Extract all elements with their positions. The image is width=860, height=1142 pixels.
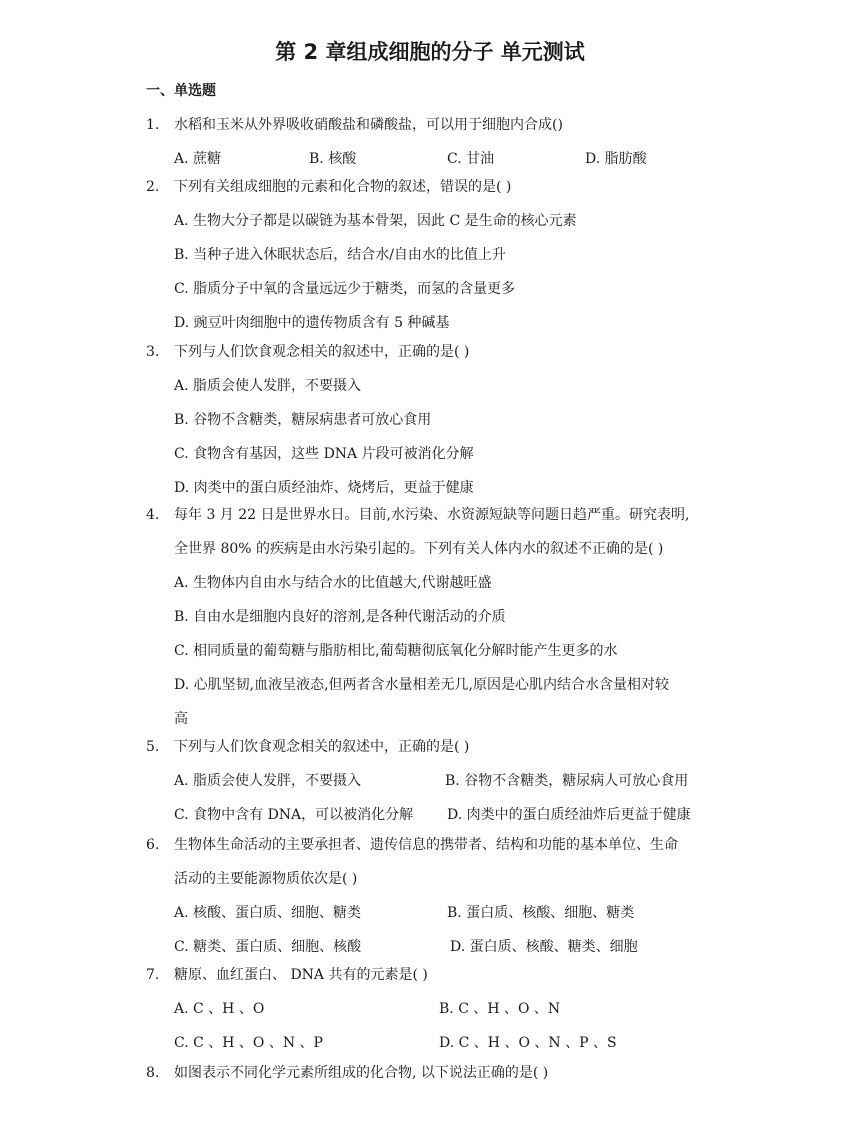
question-stem: 水稻和玉米从外界吸收硝酸盐和磷酸盐，可以用于细胞内合成(): [174, 117, 563, 133]
question-7: [146, 958, 721, 1060]
section-heading: 一、单选题: [146, 83, 216, 99]
question-4: [146, 498, 721, 736]
options-row-1: [174, 896, 721, 930]
question-stem-line-2: 活动的主要能源物质依次是( ): [174, 871, 358, 887]
options-row-1: [174, 764, 721, 798]
question-number: 1.: [146, 117, 160, 133]
option-a: A. C 、H 、O: [174, 1001, 265, 1017]
option-d: D. 蛋白质、核酸、糖类、细胞: [450, 939, 638, 955]
option-a: A. 核酸、蛋白质、细胞、糖类: [174, 905, 362, 921]
question-stem: 下列有关组成细胞的元素和化合物的叙述，错误的是( ): [174, 179, 512, 195]
question-stem: 如图表示不同化学元素所组成的化合物, 以下说法正确的是( ): [174, 1065, 549, 1081]
option-d: D. 肉类中的蛋白质经油炸后更益于健康: [447, 807, 691, 823]
options-row-2: [174, 798, 721, 832]
options-row-2: [174, 1026, 721, 1060]
question-number: 4.: [146, 507, 160, 523]
option-d: D. 脂肪酸: [585, 151, 647, 167]
question-number: 7.: [146, 967, 160, 983]
question-5: [146, 730, 721, 832]
question-stem: 下列与人们饮食观念相关的叙述中，正确的是( ): [174, 344, 470, 360]
option-b: B. 当种子进入休眠状态后，结合水/自由水的比值上升: [174, 247, 506, 263]
option-b: B. C 、H 、O 、N: [439, 1001, 561, 1017]
question-number: 3.: [146, 344, 160, 360]
option-c: C. C 、H 、O 、N 、P: [174, 1035, 323, 1051]
option-d: D. C 、H 、O 、N 、P 、S: [439, 1035, 617, 1051]
option-c: C. 食物含有基因，这些 DNA 片段可被消化分解: [174, 446, 474, 462]
question-stem-line-1: 每年 3 月 22 日是世界水日。目前,水污染、水资源短缺等问题日趋严重。研究表明,: [174, 507, 690, 523]
option-d: D. 肉类中的蛋白质经油炸、烧烤后，更益于健康: [174, 480, 474, 496]
question-stem: 糖原、血红蛋白、 DNA 共有的元素是( ): [174, 967, 428, 983]
option-b: B. 谷物不含糖类，糖尿病患者可放心食用: [174, 412, 432, 428]
question-3: [146, 335, 721, 505]
option-d: D. 豌豆叶肉细胞中的遗传物质含有 5 种碱基: [174, 315, 450, 331]
options-row-1: [174, 992, 721, 1026]
question-number: 6.: [146, 837, 160, 853]
option-b: B. 谷物不含糖类，糖尿病人可放心食用: [445, 773, 689, 789]
option-b: B. 蛋白质、核酸、细胞、糖类: [447, 905, 635, 921]
option-b: B. 核酸: [309, 151, 357, 167]
question-8: [146, 1056, 721, 1090]
question-stem: 下列与人们饮食观念相关的叙述中，正确的是( ): [174, 739, 470, 755]
page-title: 第 2 章组成细胞的分子 单元测试: [275, 40, 585, 64]
question-number: 5.: [146, 739, 160, 755]
option-c: C. 相同质量的葡萄糖与脂肪相比,葡萄糖彻底氧化分解时能产生更多的水: [174, 643, 618, 659]
question-stem-line-1: 生物体生命活动的主要承担者、遗传信息的携带者、结构和功能的基本单位、生命: [174, 837, 678, 853]
option-c: C. 食物中含有 DNA，可以被消化分解: [174, 807, 414, 823]
option-d-line-1: D. 心肌坚韧,血液呈液态,但两者含水量相差无几,原因是心肌内结合水含量相对较: [174, 677, 669, 693]
option-c: C. 脂质分子中氧的含量远远少于糖类，而氢的含量更多: [174, 281, 516, 297]
option-a: A. 脂质会使人发胖，不要摄入: [174, 773, 362, 789]
option-c: C. 糖类、蛋白质、细胞、核酸: [174, 939, 362, 955]
option-a: A. 蔗糖: [174, 151, 222, 167]
question-stem-line-2: 全世界 80% 的疾病是由水污染引起的。下列有关人体内水的叙述不正确的是( ): [174, 541, 664, 557]
question-1: [146, 108, 721, 176]
option-d-line-2: 高: [174, 711, 188, 727]
question-number: 2.: [146, 179, 160, 195]
question-2: [146, 170, 721, 340]
option-b: B. 自由水是细胞内良好的溶剂,是各种代谢活动的介质: [174, 609, 506, 625]
option-a: A. 脂质会使人发胖，不要摄入: [174, 378, 362, 394]
question-number: 8.: [146, 1065, 160, 1081]
option-a: A. 生物大分子都是以碳链为基本骨架，因此 C 是生命的核心元素: [174, 213, 577, 229]
option-a: A. 生物体内自由水与结合水的比值越大,代谢越旺盛: [174, 575, 492, 591]
question-6: [146, 828, 721, 964]
option-c: C. 甘油: [447, 151, 495, 167]
